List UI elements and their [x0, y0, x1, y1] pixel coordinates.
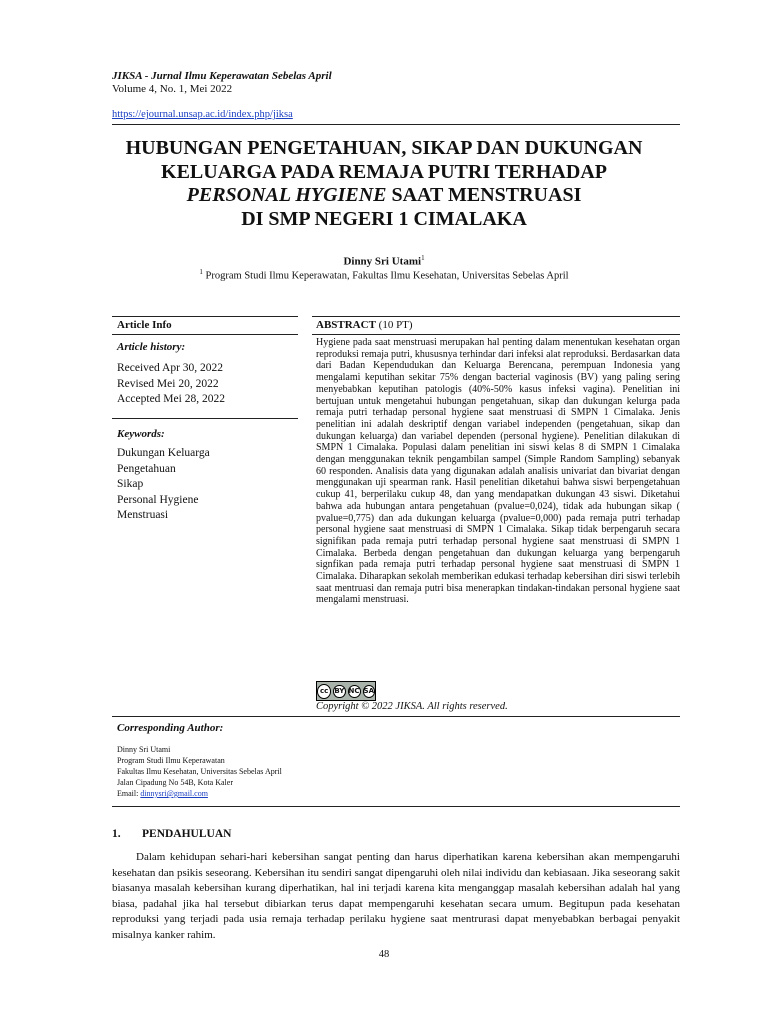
- corresponding-email-row: [117, 788, 282, 799]
- title-line-3-rest: SAAT MENSTRUASI: [386, 184, 582, 206]
- header-divider: [112, 124, 680, 125]
- keywords-heading: Keywords:: [117, 428, 165, 440]
- title-line-1: HUBUNGAN PENGETAHUAN, SIKAP DAN DUKUNGAN: [125, 137, 643, 159]
- corresponding-heading: Corresponding Author:: [117, 722, 224, 734]
- received-date: Received Apr 30, 2022: [117, 362, 224, 374]
- title-line-4: DI SMP NEGERI 1 CIMALAKA: [241, 207, 527, 230]
- article-history-dates: [117, 361, 225, 408]
- abstract-rule: [312, 334, 680, 335]
- keyword-item: Pengetahuan: [117, 462, 176, 475]
- accepted-date: Accepted Mei 28, 2022: [117, 393, 225, 405]
- keyword-item: Personal Hygiene: [117, 493, 199, 506]
- copyright-notice: Copyright © 2022 JIKSA. All rights reserved.: [316, 701, 508, 712]
- section-paragraph: Dalam kehidupan sehari-hari kebersihan sangat penting dan harus diperhatikan karena kebersihan akan mempengaruhi kesehatan dan psikis seseorang. Kebersihan itu sendiri sangat dipengaruhi oleh nilai individu dan kebiasaan. Jika seseorang sakit biasanya masalah kebersihan kurang diperhatikan, hal ini terjadi karena kita menganggap masalah kebersihan adalah hal yang biasa, padahal jika hal tersebut dibiarkan terus dapat mempengaruhi kesehatan secara umum. Begitupun pada kesehatan reproduksi yang terjadi pada usia remaja terhadap perilaku hygiene saat mentrurasi dapat menyebabkan berbagai penyakit misalnya kanker rahim.: [112, 851, 680, 941]
- title-italic-term: PERSONAL HYGIENE: [186, 184, 387, 206]
- corresponding-details: [117, 744, 282, 799]
- section-title: PENDAHULUAN: [142, 828, 232, 840]
- corresponding-dept: Program Studi Ilmu Keperawatan: [117, 756, 225, 765]
- abstract-heading-row: [316, 319, 413, 331]
- article-info-top-rule: [112, 316, 298, 317]
- abstract-top-rule: [312, 316, 680, 317]
- affiliation-text: Program Studi Ilmu Keperawatan, Fakultas Ilmu Kesehatan, Universitas Sebelas April: [202, 270, 569, 282]
- journal-volume: Volume 4, No. 1, Mei 2022: [112, 83, 233, 95]
- abstract-text: Hygiene pada saat menstruasi merupakan hal penting dalam menentukan kesehatan organ reproduksi remaja putri, khususnya terhindar dari infeksi alat reproduksi. Berdasarkan data dari Badan Kependudukan dan Keluarga Berencana, perempuan Indonesia yang mengalami keputihan sekitar 75% dengan bacterial vaginosis (BV) yang paling sering menyebabkan keputihan patologis (40%-50% kasus infeksi vagina). Penelitian ini bertujuan untuk mengetahui hubungan pengetahuan, sikap dan dukungan kelurga pada remaja putri terhadap personal hygiene saat menstruasi di SMPN 1 Cimalaka. Jenis penelitian ini adalah deskriptif dengan variabel independen (pengetahuan, sikap dan dukungan keluarga) dan variabel dependen (personal hygiene). Penelitian dilakukan di SMPN 1 Cimalaka. Populasi dalam penelitian ini siswi kelas 8 di SMPN 1 Cimalaka dengan menggunakan teknik pengambilan sampel (Simple Random Sampling) sebanyak 60 responden. Analisis data yang digunakan adalah analisis univariat dan bivariat dengan menggunakan uji spearman rank. Hasil penelitian diketahui bahwa siswi berpengetahuan cukup 41, berperilaku cukup 48, dan yang mendapatkan dukungan 43 siswi. Diketahui bahwa ada hubungan antara pengetahuan (pvalue=0,024), tidak ada hubungan sikap ( pvalue=0,775) dan ada dukungan keluarga (pvalue=0,000) pada remaja putri terhadap personal hygiene saat menstruasi di SMPN 1 Cimalaka. Sikap tidak berpengaruh secara signifikan pada remaja putri terhadap personal hygiene saat menstruasi di SMPN 1 Cimalaka. Berbeda dengan pengetahuan dan dukungan keluarga yang berpengaruh signfikan pada remaja putri terhadap personal hygiene saat menstruasi di SMPN 1 Cimalaka. Diharapkan sekolah memberikan edukasi terhadap kebersihan diri siswi terlebih saat mentruasi dan remaja putri bisa menerapkan tindakan-tindakan personal hygiene saat mengalami menstruasi.: [316, 337, 680, 606]
- author-affiliation: [100, 268, 668, 282]
- abstract-heading-note: (10 PT): [375, 319, 413, 331]
- cc-icon: cc: [317, 684, 331, 699]
- corresponding-top-rule: [112, 716, 680, 717]
- email-label: Email:: [117, 789, 141, 798]
- journal-name: JIKSA - Jurnal Ilmu Keperawatan Sebelas April: [112, 70, 332, 82]
- keywords-list: [117, 446, 210, 524]
- nc-icon: NC: [348, 685, 361, 698]
- author-sup: 1: [421, 254, 425, 262]
- sa-icon: SA: [363, 685, 375, 698]
- keyword-item: Sikap: [117, 478, 144, 490]
- corresponding-bottom-rule: [112, 806, 680, 807]
- abstract-heading: ABSTRACT: [316, 319, 376, 331]
- revised-date: Revised Mei 20, 2022: [117, 377, 219, 390]
- article-info-heading: Article Info: [117, 319, 172, 331]
- author-name-text: Dinny Sri Utami: [343, 255, 422, 268]
- corresponding-name: Dinny Sri Utami: [117, 745, 171, 754]
- keyword-item: Dukungan Keluarga: [117, 447, 210, 459]
- title-line-3: [100, 184, 668, 208]
- by-icon: BY: [333, 685, 345, 698]
- article-info-rule: [112, 334, 298, 335]
- section-heading: [112, 828, 231, 840]
- keywords-rule: [112, 418, 298, 419]
- journal-url-link[interactable]: https://ejournal.unsap.ac.id/index.php/jiksa: [112, 109, 293, 120]
- affiliation-sup: 1: [199, 268, 203, 276]
- article-history-heading: Article history:: [117, 341, 186, 353]
- paper-title: [100, 137, 668, 231]
- author-name: [100, 254, 668, 268]
- page-number: 48: [378, 949, 390, 960]
- title-line-2: KELUARGA PADA REMAJA PUTRI TERHADAP: [161, 160, 607, 183]
- corresponding-faculty: Fakultas Ilmu Kesehatan, Universitas Sebelas April: [117, 767, 282, 776]
- keyword-item: Menstruasi: [117, 509, 169, 521]
- section-number: 1.: [112, 828, 121, 840]
- corresponding-address: Jalan Cipadung No 54B, Kota Kaler: [117, 778, 233, 787]
- creative-commons-by-nc-sa-icon[interactable]: [316, 681, 376, 701]
- email-link[interactable]: dinnysri@gmail.com: [140, 789, 208, 798]
